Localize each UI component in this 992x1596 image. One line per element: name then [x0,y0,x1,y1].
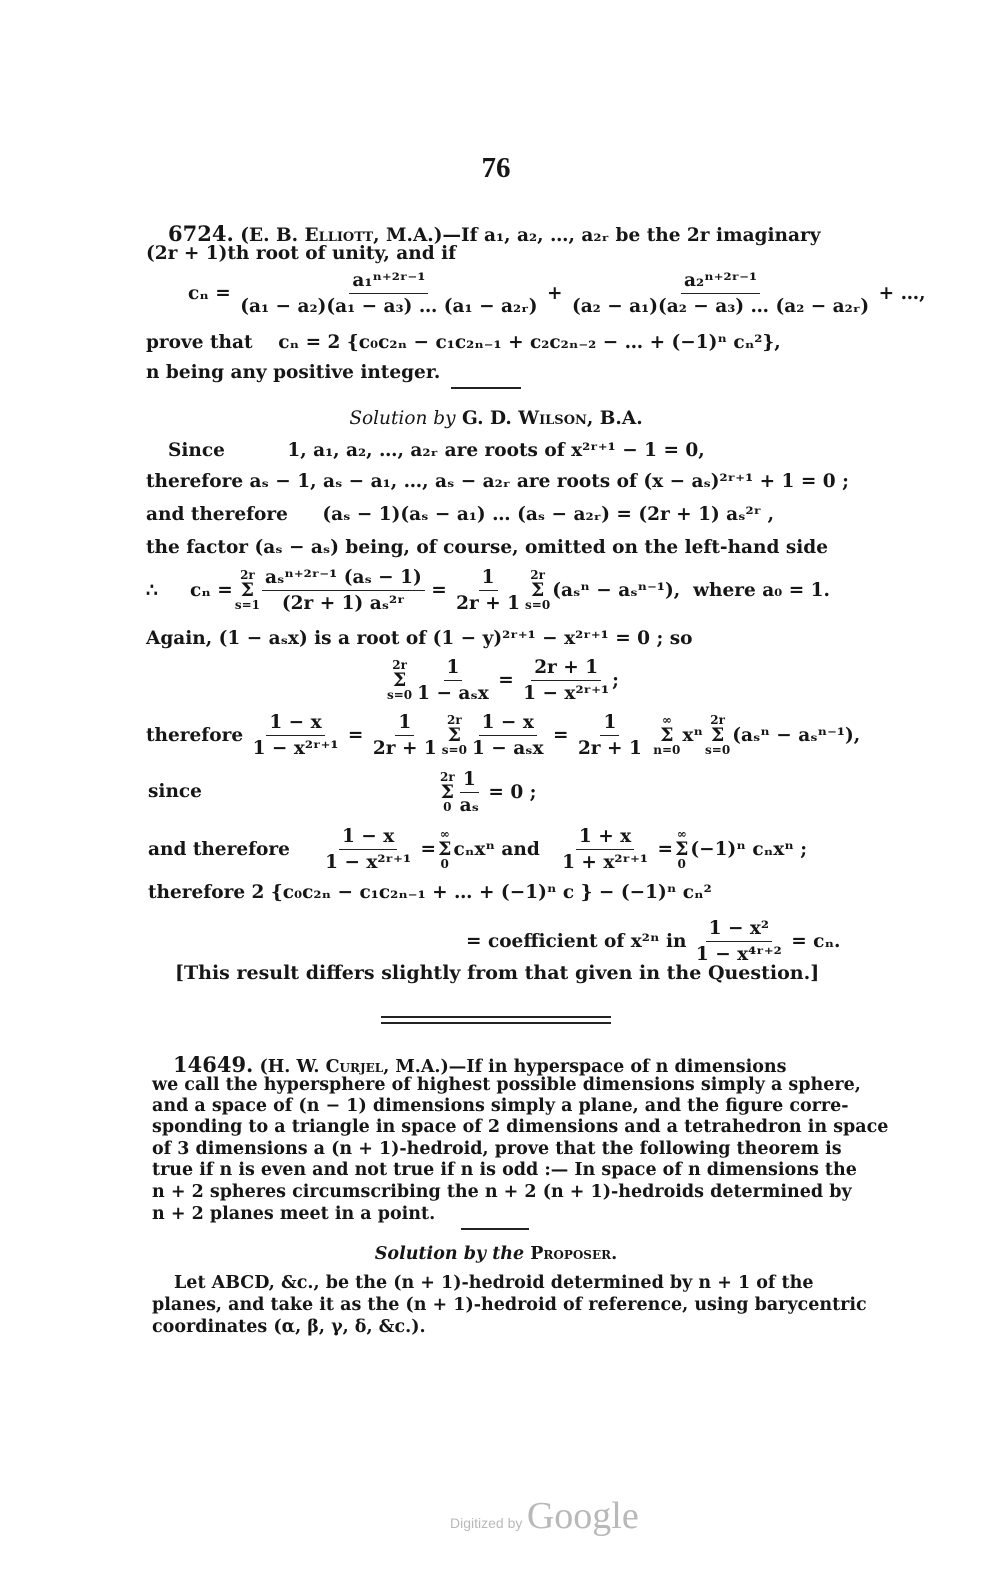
reciprocal-zero-line: 2r Σ 0 $\frac{1}{\text{aₛ}}$ = 0 ; [440,769,537,817]
solution2-line3: coordinates (α, β, γ, δ, &c.). [152,1317,426,1337]
expansion-frac-1: $\frac{1 - x}{\text{1 − x²ʳ⁺¹}}$ [252,712,339,760]
double-rule-bottom [381,1022,611,1024]
term1-numerator: a₁ⁿ⁺²ʳ⁻¹ [349,270,428,294]
term1-denominator: (a₁ − a₂)(a₁ − a₃) … (a₁ − a₂ᵣ) [240,296,538,318]
double-rule-top [381,1016,611,1018]
sum-symbol-6: 2r Σ 0 [440,769,455,815]
condition-line: n being any positive integer. [146,362,441,383]
expansion-frac-2: $\frac{1}{2r + 1}$ [372,712,437,760]
result-note: [This result differs slightly from that given in the Question.] [175,962,820,984]
prove-label: prove that [146,332,253,353]
reciprocal-as-fraction: $\frac{1}{\text{aₛ}}$ [459,769,479,817]
product-line [146,506,774,525]
question-text: If a₁, a₂, …, a₂ᵣ be the 2r imaginary [461,225,821,246]
solution2-line2: planes, and take it as the (n + 1)-hedroid of reference, using barycentric [152,1295,867,1315]
final-line: = coefficient of x²ⁿ in $\frac{\text{1 − x²}}{\text{1 − x⁴ʳ⁺²}}$ = cₙ. [466,918,841,966]
question-number-2: 14649. [173,1052,254,1077]
question-14649-line2: we call the hypersphere of highest possible dimensions simply a sphere, [152,1075,861,1095]
therefore-symbol: ∴ [146,579,158,601]
question-14649-line1: 14649. (H. W. Curjel, M.A.)—If in hyperspace of n dimensions [173,1052,787,1077]
final-fraction: $\frac{\text{1 − x²}}{\text{1 − x⁴ʳ⁺²}}$ [695,918,782,966]
reciprocal-result-fraction: $\frac{2r + 1}{\text{1 − x²ʳ⁺¹}}$ [523,657,610,705]
solution-author: G. D. Wilson, B.A. [462,408,643,429]
cn-lhs: cₙ = [188,282,231,304]
cn-sum-fraction: $\frac{\text{aₛⁿ⁺²ʳ⁻¹ (aₛ − 1)}}{\text{(2r + 1) aₛ²ʳ}}$ [262,567,425,615]
since-label-2: since [148,781,202,802]
cn-definition [188,270,926,318]
where-clause: where a₀ = 1. [693,579,830,601]
coefficient-line: therefore 2 {c₀c₂ₙ − c₁c₂ₙ₋₁ + … + (−1)ⁿ c } − (−1)ⁿ cₙ² [148,882,712,903]
trailing-terms: + …, [878,282,926,304]
question-14649-line7: n + 2 spheres circumscribing the n + 2 (n + 1)-hedroids determined by [152,1182,852,1202]
question-14649-line8: n + 2 planes meet in a point. [152,1204,436,1224]
expansion-frac-4: $\frac{1}{2r + 1}$ [577,712,642,760]
sum-symbol-2: 2r Σ s=0 [525,567,551,613]
term1-fraction [237,270,540,318]
again-line: Again, (1 − aₛx) is a root of (1 − y)²ʳ⁺¹ − x²ʳ⁺¹ = 0 ; so [146,628,693,649]
question-14649-line5: of 3 dimensions a (n + 1)-hedroid, prove that the following theorem is [152,1139,842,1159]
solution-heading [0,410,992,429]
solution-heading-2 [0,1246,992,1264]
question-author-2: (H. W. Curjel, M.A.)— [259,1057,467,1077]
sum-symbol-inf: ∞ Σ n=0 [653,712,681,758]
sum-symbol-3: 2r Σ s=0 [387,657,413,703]
question-14649-line4: sponding to a triangle in space of 2 dimensions and a tetrahedron in space [152,1117,889,1137]
short-divider-2 [461,1228,529,1230]
reciprocal-sum-line: 2r Σ s=0 $\frac{1}{\text{1 − aₛx}}$ = $\frac{2r + 1}{\text{1 − x²ʳ⁺¹}}$ ; [387,657,619,705]
prove-expression: cₙ = 2 {c₀c₂ₙ − c₁c₂ₙ₋₁ + c₂c₂ₙ₋₂ − … + (−1)ⁿ cₙ²}, [278,332,781,353]
cn-sum-line: ∴ cₙ = 2r Σ s=1 $\frac{\text{aₛⁿ⁺²ʳ⁻¹ (aₛ − 1)}}{\text{(2r + 1) aₛ²ʳ}}$ = $\frac{1}{2r + 1}$ 2r Σ s=0 (aₛⁿ − aₛⁿ⁻¹), where a₀ = 1. [146,567,830,615]
term2-numerator: a₂ⁿ⁺²ʳ⁻¹ [681,270,760,294]
question-14649-line6: true if n is even and not true if n is odd :— In space of n dimensions the [152,1160,857,1180]
sum-symbol-4: 2r Σ s=0 [441,712,467,758]
question-number: 6724. [168,221,234,246]
plus-sign: + [546,282,563,304]
watermark-digitized: Digitized by [450,1515,523,1531]
sum-symbol-8: ∞ Σ 0 [674,826,689,872]
question-14649-line3: and a space of (n − 1) dimensions simply a plane, and the figure corre- [152,1096,849,1116]
since-line [168,442,705,461]
product-expression: (aₛ − 1)(aₛ − a₁) … (aₛ − a₂ᵣ) = (2r + 1) aₛ²ʳ , [322,504,775,525]
expansion-frac-3: $\frac{1 - x}{\text{1 − aₛx}}$ [471,712,544,760]
since-label: Since [168,440,225,461]
google-logo: Google [526,1495,639,1537]
factor-line: the factor (aₛ − aₛ) being, of course, omitted on the left-hand side [146,537,829,558]
sum-symbol-7: ∞ Σ 0 [438,826,452,872]
page-number: 76 [481,152,511,184]
sum-symbol-1: 2r Σ s=1 [234,567,260,613]
term2-fraction [569,270,872,318]
term2-denominator: (a₂ − a₁)(a₂ − a₃) … (a₂ − a₂ᵣ) [571,296,870,318]
roots-line: therefore aₛ − 1, aₛ − a₁, …, aₛ − a₂ᵣ are roots of (x − aₛ)²ʳ⁺¹ + 1 = 0 ; [146,471,849,492]
solution-heading-by-2: Solution by the [374,1244,525,1264]
since-expression: 1, a₁, a₂, …, a₂ᵣ are roots of x²ʳ⁺¹ − 1 = 0, [287,440,705,461]
one-over-2r1: $\frac{1}{2r + 1}$ [456,567,521,615]
expansion-line: therefore $\frac{1 - x}{\text{1 − x²ʳ⁺¹}}$ = $\frac{1}{2r + 1}$ 2r Σ s=0 $\frac{1 - x}{\text{1 − aₛx}}$ = $\frac{1}{2r + 1}$ ∞ Σ n=0 xⁿ 2r Σ s=0 (aₛⁿ − aₛⁿ⁻¹), [146,712,861,760]
solution-heading-by: Solution by [349,408,456,429]
solution-author-2: Proposer. [530,1244,618,1264]
solution2-line1: Let ABCD, &c., be the (n + 1)-hedroid determined by n + 1 of the [174,1273,814,1293]
generating-line: and therefore $\frac{1 - x}{\text{1 − x²ʳ⁺¹}}$ = ∞ Σ 0 cₙxⁿ and $\frac{1 + x}{\text{1 + x²ʳ⁺¹}}$ = ∞ Σ 0 (−1)ⁿ cₙxⁿ ; [148,826,808,874]
question-6724-line2: (2r + 1)th root of unity, and if [146,243,457,264]
google-watermark [450,1494,639,1538]
reciprocal-fraction: $\frac{1}{\text{1 − aₛx}}$ [417,657,489,705]
prove-line [146,334,781,353]
short-divider [451,387,521,389]
sum-symbol-5: 2r Σ s=0 [705,712,731,758]
generating-frac-2: $\frac{1 + x}{\text{1 + x²ʳ⁺¹}}$ [562,826,648,874]
question-author: (E. B. Elliott, M.A.)— [240,225,461,246]
generating-frac-1: $\frac{1 - x}{\text{1 − x²ʳ⁺¹}}$ [325,826,412,874]
cn-lhs-2: cₙ = [190,579,233,601]
product-label: and therefore [146,504,288,525]
